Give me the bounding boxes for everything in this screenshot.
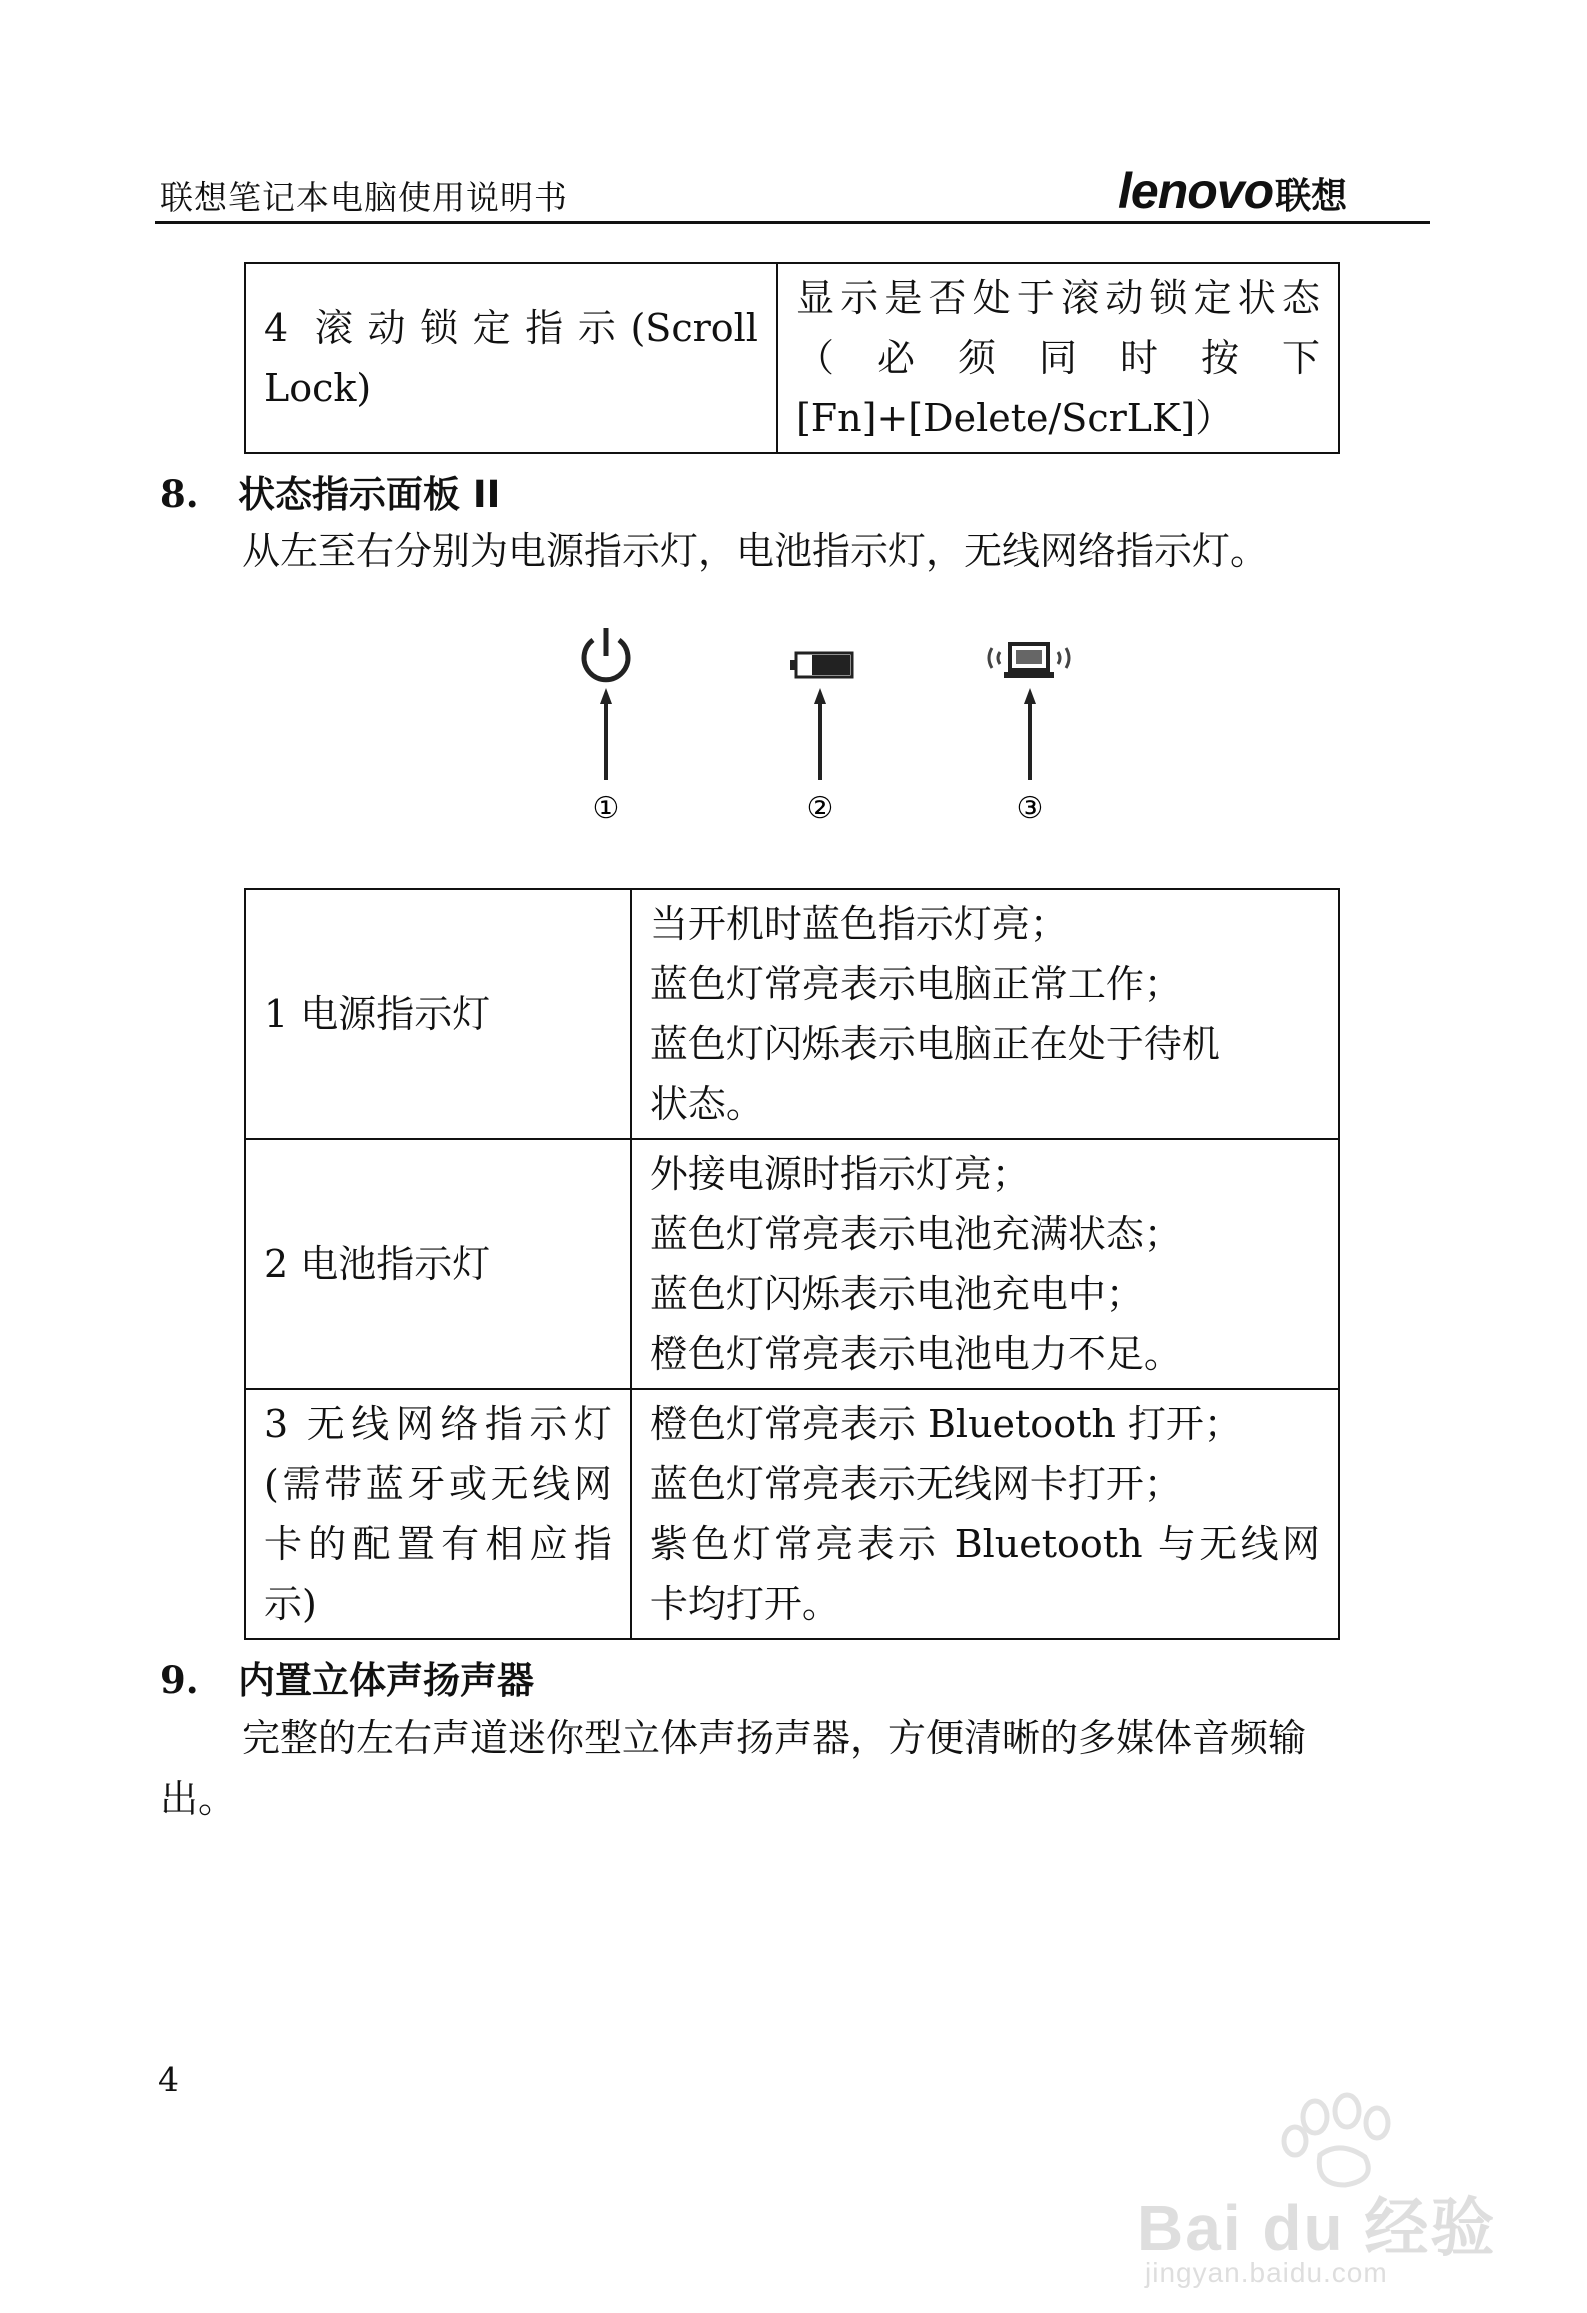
table-cell-description [631, 1389, 1339, 1639]
table-cell-label [245, 889, 631, 1139]
desc-line: 蓝色灯常亮表示无线网卡打开； [649, 1462, 1182, 1506]
brand-logo [1118, 162, 1347, 220]
section-title: 状态指示面板 II [238, 473, 501, 516]
marker-2: ② [806, 791, 834, 826]
power-indicator-label: 1 电源指示灯 [264, 992, 491, 1036]
desc-line: 蓝色灯闪烁表示电脑正在处于待机 [649, 1022, 1220, 1066]
section-number: 9. [160, 1658, 199, 1702]
page-number: 4 [158, 2060, 179, 2099]
wireless-indicator-label: (需带蓝牙或无线网 [264, 1462, 612, 1506]
table-cell-label [245, 1389, 631, 1639]
arrow-2 [814, 688, 826, 780]
wireless-indicator-label: 示) [264, 1582, 317, 1626]
table-cell-label [245, 1139, 631, 1389]
table-cell-description [631, 1139, 1339, 1389]
desc-line: 显示是否处于滚动锁定状态 [795, 276, 1320, 320]
scroll-lock-table [244, 262, 1340, 454]
table-cell-description [777, 263, 1339, 453]
scroll-lock-label: 4 滚动锁定指示(Scroll Lock) [264, 306, 758, 410]
watermark-url: jingyan.baidu.com [1145, 2257, 1388, 2288]
battery-icon [790, 653, 852, 677]
section-heading-8 [160, 464, 500, 518]
wireless-laptop-icon [989, 644, 1069, 678]
document-title: 联想笔记本电脑使用说明书 [160, 178, 568, 217]
table-row [245, 889, 1339, 1139]
arrow-1 [600, 688, 612, 780]
desc-line: 外接电源时指示灯亮； [649, 1152, 1030, 1196]
desc-line: 橙色灯常亮表示电池电力不足。 [649, 1332, 1182, 1376]
table-row [245, 1139, 1339, 1389]
table-row [245, 1389, 1339, 1639]
indicator-diagram [540, 620, 1100, 840]
brand-logo-cn: 联想 [1275, 176, 1348, 217]
header-divider [155, 221, 1430, 224]
battery-indicator-label: 2 电池指示灯 [264, 1242, 491, 1286]
wireless-indicator-label: 卡的配置有相应指 [264, 1522, 612, 1566]
table-row [245, 263, 1339, 453]
section-heading-9 [160, 1650, 534, 1704]
indicator-table [244, 888, 1340, 1640]
desc-line: （ 必 须 同 时 按 下 [795, 336, 1320, 380]
desc-line: 卡均打开。 [649, 1582, 840, 1626]
desc-line: 蓝色灯闪烁表示电池充电中； [649, 1272, 1144, 1316]
desc-line: 状态。 [649, 1082, 764, 1126]
section-title: 内置立体声扬声器 [238, 1659, 534, 1702]
desc-line: 当开机时蓝色指示灯亮； [649, 902, 1068, 946]
desc-line: 橙色灯常亮表示 Bluetooth 打开； [649, 1402, 1242, 1446]
watermark-brand: Bai du 经验 [1137, 2192, 1497, 2264]
marker-1: ① [592, 791, 620, 826]
table-cell-description [631, 889, 1339, 1139]
section-number: 8. [160, 472, 199, 516]
desc-line: 蓝色灯常亮表示电脑正常工作； [649, 962, 1182, 1006]
power-icon [584, 628, 628, 680]
desc-line: 蓝色灯常亮表示电池充满状态； [649, 1212, 1182, 1256]
desc-line: 紫色灯常亮表示 Bluetooth 与无线网 [649, 1522, 1320, 1566]
brand-logo-word: lenovo [1118, 163, 1274, 219]
baidu-watermark [1125, 2085, 1515, 2295]
table-cell-label [245, 263, 777, 453]
marker-3: ③ [1016, 791, 1044, 826]
indicator-diagram-svg [540, 620, 1100, 840]
wireless-indicator-label: 3 无线网络指示灯 [264, 1402, 612, 1446]
section-9-paragraph-line1: 完整的左右声道迷你型立体声扬声器，方便清晰的多媒体音频输 [242, 1716, 1307, 1760]
desc-line: [Fn]+[Delete/ScrLK]） [795, 396, 1234, 440]
section-8-paragraph: 从左至右分别为电源指示灯，电池指示灯，无线网络指示灯。 [242, 529, 1269, 573]
arrow-3 [1024, 688, 1036, 780]
section-9-paragraph-line2: 出。 [160, 1777, 237, 1821]
